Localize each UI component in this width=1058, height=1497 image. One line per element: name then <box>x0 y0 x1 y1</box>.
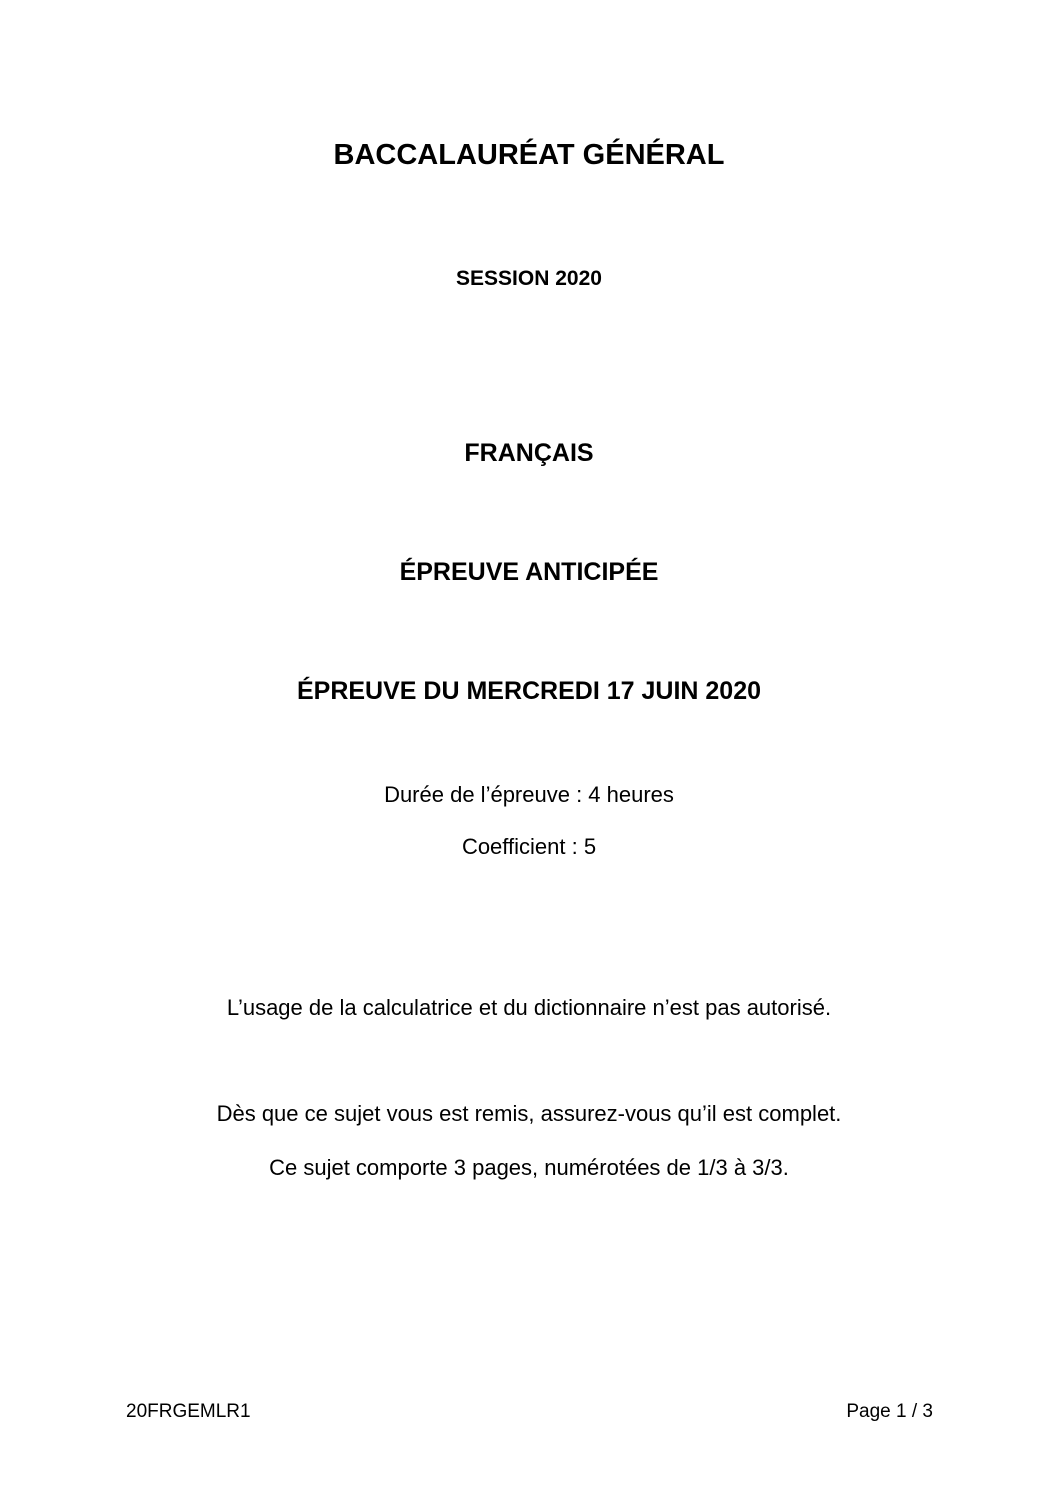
subject-heading: FRANÇAIS <box>464 439 594 467</box>
page-count-instruction: Ce sujet comporte 3 pages, numérotées de 1/3 à 3/3. <box>269 1155 789 1180</box>
calculator-instruction: L’usage de la calculatrice et du dictionnaire n’est pas autorisé. <box>226 995 832 1020</box>
exam-date-heading: ÉPREUVE DU MERCREDI 17 JUIN 2020 <box>296 677 762 705</box>
completeness-instruction: Dès que ce sujet vous est remis, assurez-vous qu’il est complet. <box>216 1101 842 1126</box>
session-label: SESSION 2020 <box>456 267 602 290</box>
exam-duration: Durée de l’épreuve : 4 heures <box>384 782 674 807</box>
footer-page-number: Page 1 / 3 <box>846 1401 933 1422</box>
footer-exam-code: 20FRGEMLR1 <box>126 1401 251 1422</box>
exam-coefficient: Coefficient : 5 <box>461 834 597 859</box>
exam-type-heading: ÉPREUVE ANTICIPÉE <box>399 558 659 586</box>
document-title: BACCALAURÉAT GÉNÉRAL <box>333 139 725 171</box>
